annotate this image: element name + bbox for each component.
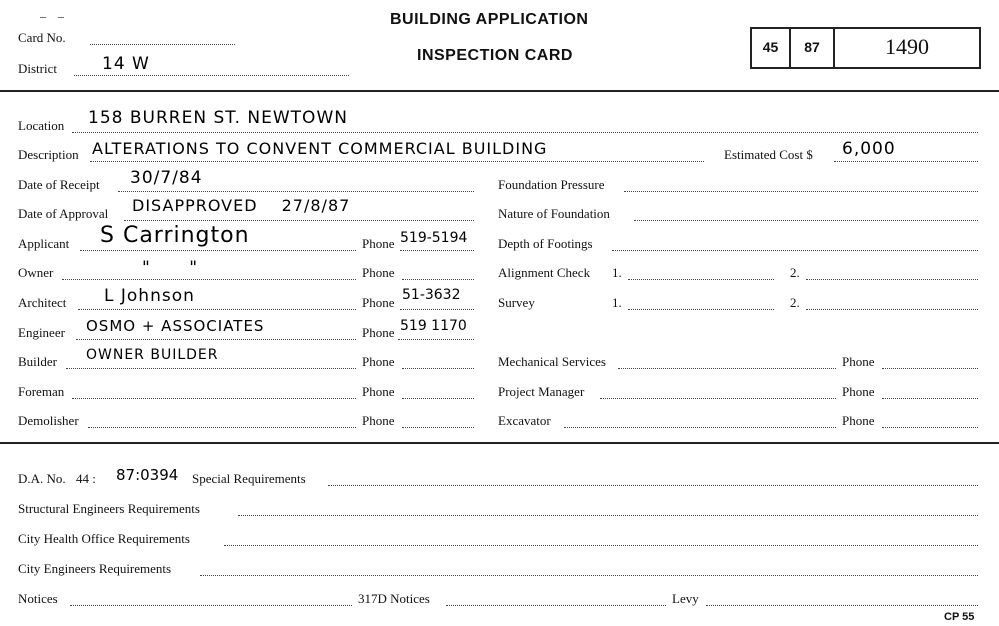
architect-value: L Johnson — [104, 286, 195, 306]
alignment-two: 2. — [790, 265, 800, 280]
alignment-check-label: Alignment Check — [498, 265, 591, 280]
foreman-phone-label: Phone — [362, 384, 395, 399]
foundation-pressure-line — [624, 191, 978, 192]
engineer-phone-line — [398, 339, 474, 340]
foreman-label: Foreman — [18, 384, 65, 399]
title-line-1: BUILDING APPLICATION — [390, 11, 589, 28]
city-engineers-line — [200, 575, 978, 576]
owner-value: " " — [142, 258, 199, 278]
special-requirements-label: Special Requirements — [192, 471, 306, 486]
engineer-label: Engineer — [18, 325, 65, 340]
excavator-label: Excavator — [498, 413, 551, 428]
mechanical-line — [618, 368, 836, 369]
card-no-line — [90, 44, 235, 45]
title-line-2: INSPECTION CARD — [417, 47, 573, 64]
builder-line — [66, 368, 356, 369]
da-value: 87:0394 — [116, 466, 179, 484]
notices-label: Notices — [18, 591, 58, 606]
depth-footings-label: Depth of Footings — [498, 236, 593, 251]
foreman-line — [72, 398, 356, 399]
structural-label: Structural Engineers Requirements — [18, 501, 200, 516]
card-no-label: Card No. — [18, 30, 66, 45]
mechanical-label: Mechanical Services — [498, 354, 606, 369]
nature-foundation-line — [634, 220, 978, 221]
architect-label: Architect — [18, 295, 67, 310]
receipt-value: 30/7/84 — [130, 168, 203, 188]
builder-label: Builder — [18, 354, 57, 369]
structural-line — [238, 515, 978, 516]
demolisher-phone-line — [402, 427, 474, 428]
location-label: Location — [18, 118, 65, 133]
demolisher-phone-label: Phone — [362, 413, 395, 428]
district-label: District — [18, 61, 57, 76]
health-label: City Health Office Requirements — [18, 531, 190, 546]
district-line — [74, 75, 349, 76]
architect-phone-value: 51-3632 — [402, 287, 461, 303]
description-value: ALTERATIONS TO CONVENT COMMERCIAL BUILDING — [92, 139, 548, 158]
mechanical-phone-line — [882, 368, 978, 369]
survey-label: Survey — [498, 295, 535, 310]
card-box-a: 45 — [762, 39, 779, 55]
approval-value: DISAPPROVED 27/8/87 — [132, 196, 351, 215]
builder-phone-label: Phone — [362, 354, 395, 369]
special-requirements-line — [328, 485, 978, 486]
architect-line — [78, 309, 356, 310]
da-prefix: 44 : — [76, 471, 96, 486]
location-line — [72, 132, 978, 133]
estimated-cost-label: Estimated Cost $ — [724, 147, 813, 162]
project-manager-phone-label: Phone — [842, 384, 875, 399]
approval-line — [124, 220, 474, 221]
levy-label: Levy — [672, 591, 699, 606]
owner-line — [62, 279, 356, 280]
owner-phone-line — [402, 279, 474, 280]
estimated-cost-value: 6,000 — [842, 139, 896, 159]
section-rule — [0, 442, 999, 444]
applicant-phone-line — [400, 250, 474, 251]
applicant-label: Applicant — [18, 236, 70, 251]
notices-line — [70, 605, 352, 606]
project-manager-phone-line — [882, 398, 978, 399]
header-rule — [0, 90, 999, 92]
card-box-c: 1490 — [885, 34, 929, 59]
foreman-phone-line — [402, 398, 474, 399]
approval-label: Date of Approval — [18, 206, 109, 221]
form-code: CP 55 — [944, 611, 975, 623]
project-manager-label: Project Manager — [498, 384, 585, 399]
mechanical-phone-label: Phone — [842, 354, 875, 369]
excavator-phone-label: Phone — [842, 413, 875, 428]
alignment-line-1 — [628, 279, 774, 280]
estimated-cost-line — [834, 161, 978, 162]
applicant-phone-label: Phone — [362, 236, 395, 251]
builder-value: OWNER BUILDER — [86, 347, 219, 363]
builder-phone-line — [402, 368, 474, 369]
notices-317d-label: 317D Notices — [358, 591, 430, 606]
owner-phone-label: Phone — [362, 265, 395, 280]
city-engineers-label: City Engineers Requirements — [18, 561, 172, 576]
survey-two: 2. — [790, 295, 800, 310]
alignment-line-2 — [806, 279, 978, 280]
depth-footings-line — [612, 250, 978, 251]
engineer-value: OSMO + ASSOCIATES — [86, 317, 265, 335]
applicant-value: S Carrington — [100, 223, 250, 248]
demolisher-label: Demolisher — [18, 413, 79, 428]
card-number-box — [750, 27, 981, 69]
project-manager-line — [600, 398, 836, 399]
card-box-b: 87 — [804, 39, 820, 55]
description-label: Description — [18, 147, 79, 162]
survey-one: 1. — [612, 295, 622, 310]
health-line — [224, 545, 978, 546]
foundation-pressure-label: Foundation Pressure — [498, 177, 605, 192]
applicant-line — [80, 250, 356, 251]
excavator-phone-line — [882, 427, 978, 428]
alignment-one: 1. — [612, 265, 622, 280]
location-value: 158 BURREN ST. NEWTOWN — [88, 108, 348, 128]
notices-317d-line — [446, 605, 666, 606]
levy-line — [706, 605, 978, 606]
architect-phone-label: Phone — [362, 295, 395, 310]
nature-foundation-label: Nature of Foundation — [498, 206, 610, 221]
receipt-label: Date of Receipt — [18, 177, 100, 192]
demolisher-line — [88, 427, 356, 428]
architect-phone-line — [400, 309, 474, 310]
applicant-phone-value: 519-5194 — [400, 230, 468, 246]
receipt-line — [118, 191, 474, 192]
survey-line-1 — [628, 309, 774, 310]
da-no-label: D.A. No. — [18, 471, 66, 486]
survey-line-2 — [806, 309, 978, 310]
stray-marks: – – — [40, 9, 64, 23]
engineer-line — [76, 339, 356, 340]
district-value: 14 W — [102, 54, 150, 74]
engineer-phone-label: Phone — [362, 325, 395, 340]
description-line — [90, 161, 704, 162]
excavator-line — [564, 427, 836, 428]
owner-label: Owner — [18, 265, 54, 280]
engineer-phone-value: 519 1170 — [400, 318, 467, 334]
